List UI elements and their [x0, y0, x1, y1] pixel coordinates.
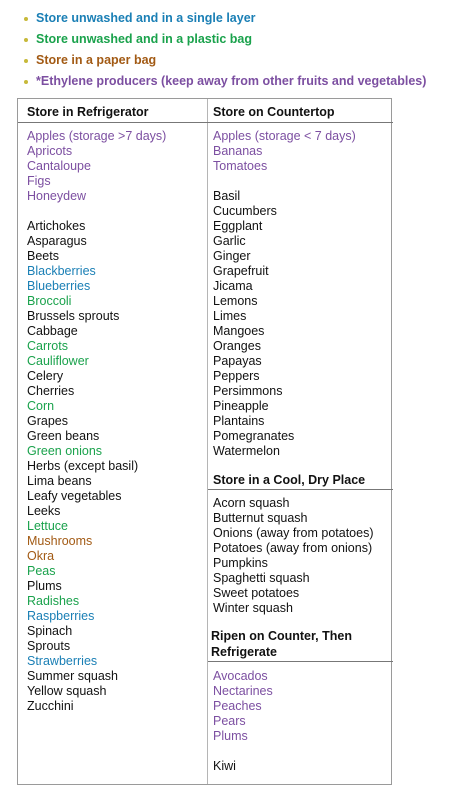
list-item: Okra — [27, 549, 55, 563]
list-item: Sprouts — [27, 639, 71, 653]
list-item: Honeydew — [27, 189, 87, 203]
list-item: Apricots — [27, 144, 73, 158]
list-item: Grapefruit — [213, 264, 269, 278]
list-item: Cantaloupe — [27, 159, 91, 173]
list-item: Blackberries — [27, 264, 96, 278]
list-item: Peas — [27, 564, 56, 578]
list-item: Apples (storage < 7 days) — [213, 129, 356, 143]
list-item: Raspberries — [27, 609, 95, 623]
list-item: Mushrooms — [27, 534, 93, 548]
list-item: Strawberries — [27, 654, 98, 668]
countertop-group-other — [213, 189, 356, 459]
legend-item-plastic-bag: Store unwashed and in a plastic bag — [24, 29, 426, 50]
list-item: Artichokes — [27, 219, 86, 233]
list-item: Persimmons — [213, 384, 283, 398]
list-item: Zucchini — [27, 699, 74, 713]
list-item: Lemons — [213, 294, 258, 308]
list-item: Acorn squash — [213, 496, 290, 510]
list-item: Potatoes (away from onions) — [213, 541, 373, 555]
bullet-icon — [24, 38, 28, 42]
ripen-header — [211, 629, 352, 660]
list-item: Kiwi — [213, 759, 236, 773]
list-item: Limes — [213, 309, 247, 323]
list-item: Pineapple — [213, 399, 269, 413]
list-item: Summer squash — [27, 669, 119, 683]
list-item: Cabbage — [27, 324, 78, 338]
list-item: Herbs (except basil) — [27, 459, 139, 473]
list-item: Spaghetti squash — [213, 571, 310, 585]
list-item: Leafy vegetables — [27, 489, 122, 503]
ripen-divider — [208, 661, 393, 662]
list-item: Pomegranates — [213, 429, 295, 443]
list-item: Celery — [27, 369, 64, 383]
refrigerator-list — [27, 129, 166, 714]
list-item: Apples (storage >7 days) — [27, 129, 167, 143]
list-item: Lima beans — [27, 474, 92, 488]
list-item: Watermelon — [213, 444, 280, 458]
list-item: Corn — [27, 399, 55, 413]
header-divider — [18, 122, 393, 123]
storage-table — [17, 98, 392, 785]
bullet-icon — [24, 17, 28, 21]
countertop-header: Store on Countertop — [213, 105, 335, 119]
ripen-list — [213, 669, 273, 774]
list-item: Beets — [27, 249, 59, 263]
list-item: Plums — [27, 579, 62, 593]
color-legend — [24, 8, 426, 92]
list-item: Plums — [213, 729, 248, 743]
list-item: Green onions — [27, 444, 103, 458]
list-item: Figs — [27, 174, 51, 188]
list-item: Pumpkins — [213, 556, 268, 570]
list-item: Grapes — [27, 414, 68, 428]
legend-item-ethylene: *Ethylene producers (keep away from other fruits and vegetables) — [24, 71, 426, 92]
list-item: Butternut squash — [213, 511, 308, 525]
list-item: Jicama — [213, 279, 253, 293]
list-item: Radishes — [27, 594, 80, 608]
list-item: Tomatoes — [213, 159, 268, 173]
list-item: Oranges — [213, 339, 261, 353]
bullet-icon — [24, 59, 28, 63]
list-item: Garlic — [213, 234, 246, 248]
list-item: Cucumbers — [213, 204, 277, 218]
list-item: Basil — [213, 189, 241, 203]
list-item: Lettuce — [27, 519, 69, 533]
list-item: Ginger — [213, 249, 251, 263]
list-item: Plantains — [213, 414, 265, 428]
ripen-header-line2: Refrigerate — [211, 644, 277, 659]
bullet-icon — [24, 80, 28, 84]
legend-item-paper-bag: Store in a paper bag — [24, 50, 426, 71]
list-item: Green beans — [27, 429, 100, 443]
countertop-group-ethylene — [213, 129, 356, 174]
list-item: Broccoli — [27, 294, 72, 308]
list-item: Carrots — [27, 339, 68, 353]
list-item: Nectarines — [213, 684, 273, 698]
list-item: Yellow squash — [27, 684, 107, 698]
list-item: Mangoes — [213, 324, 265, 338]
cool-dry-header: Store in a Cool, Dry Place — [213, 473, 366, 487]
list-item: Papayas — [213, 354, 262, 368]
list-item: Cherries — [27, 384, 75, 398]
list-item: Leeks — [27, 504, 61, 518]
list-item: Peppers — [213, 369, 260, 383]
list-item: Asparagus — [27, 234, 87, 248]
list-item: Avocados — [213, 669, 268, 683]
list-item: Pears — [213, 714, 246, 728]
refrigerator-group-other — [27, 219, 166, 714]
ripen-group-ethylene — [213, 669, 273, 744]
countertop-list — [213, 129, 356, 459]
list-item: Spinach — [27, 624, 73, 638]
refrigerator-group-ethylene — [27, 129, 166, 204]
list-item: Sweet potatoes — [213, 586, 300, 600]
list-item: Cauliflower — [27, 354, 89, 368]
ripen-header-line1: Ripen on Counter, Then — [211, 629, 352, 643]
refrigerator-header: Store in Refrigerator — [27, 105, 149, 119]
cool-dry-divider — [208, 489, 393, 490]
ripen-group-other — [213, 759, 273, 774]
list-item: Winter squash — [213, 601, 293, 615]
list-item: Bananas — [213, 144, 263, 158]
list-item: Brussels sprouts — [27, 309, 120, 323]
cool-dry-list — [213, 496, 374, 616]
list-item: Blueberries — [27, 279, 91, 293]
list-item: Peaches — [213, 699, 262, 713]
list-item: Eggplant — [213, 219, 263, 233]
legend-item-single-layer: Store unwashed and in a single layer — [24, 8, 426, 29]
list-item: Onions (away from potatoes) — [213, 526, 374, 540]
